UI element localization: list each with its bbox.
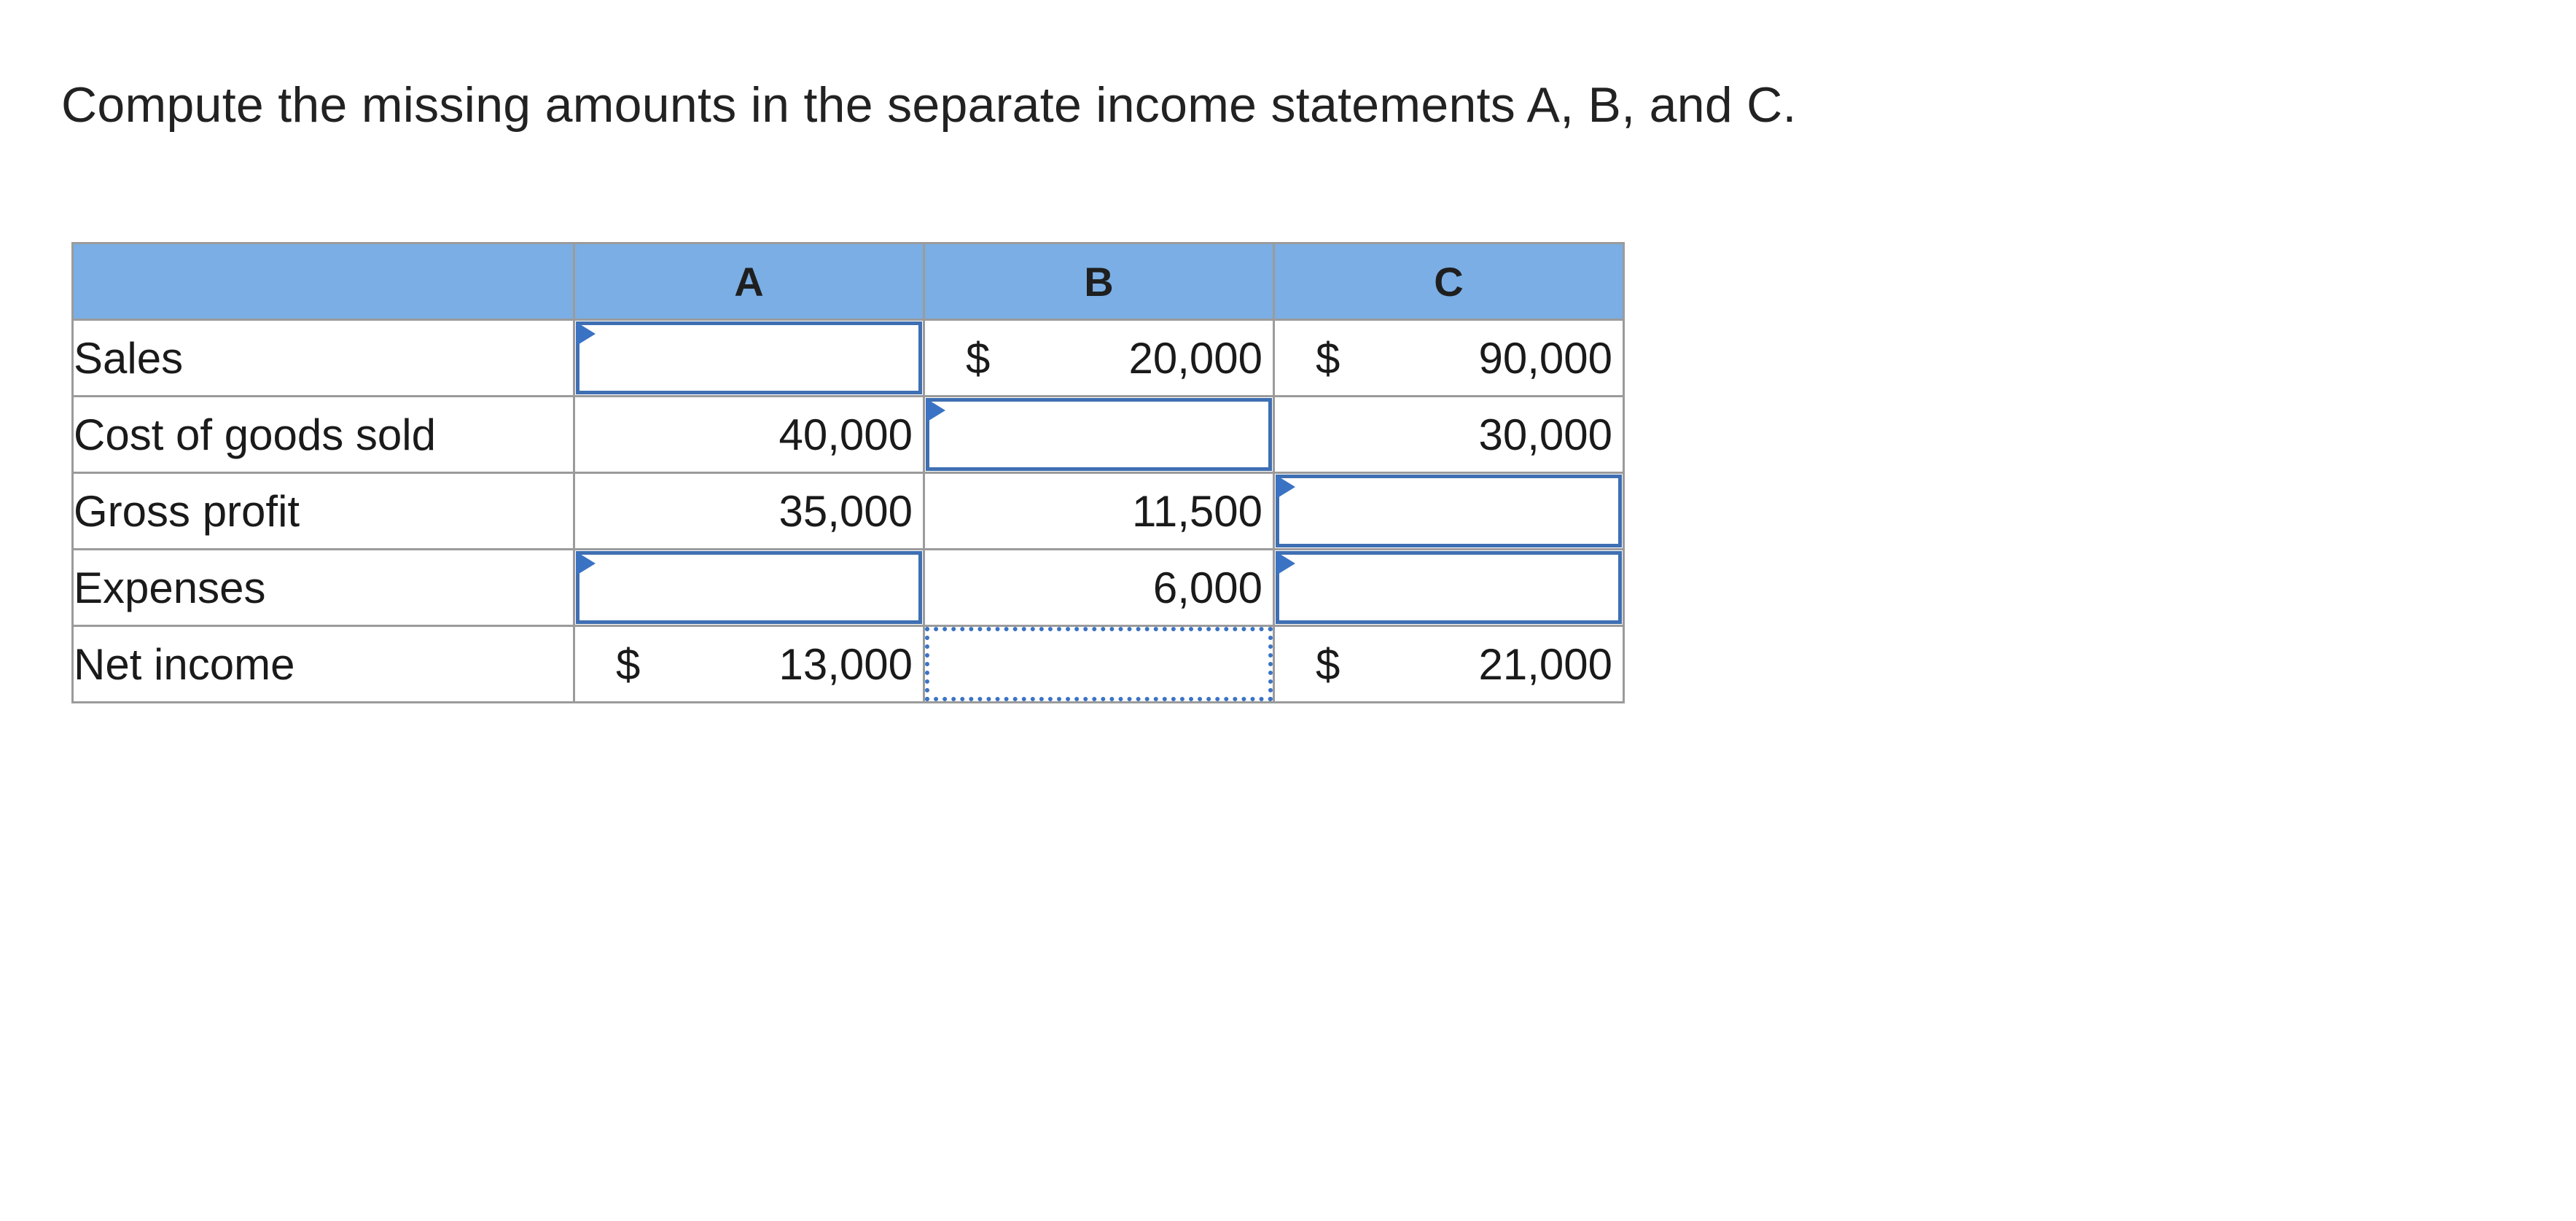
expenses-a-cell bbox=[574, 550, 924, 626]
net-income-c-cell bbox=[1274, 626, 1624, 703]
net-income-a-cell bbox=[574, 626, 924, 703]
sales-c-value: 90,000 bbox=[1478, 333, 1612, 383]
net-income-b-cell[interactable] bbox=[924, 626, 1274, 703]
expenses-b-value: 6,000 bbox=[1152, 563, 1262, 612]
row-label: Expenses bbox=[73, 550, 574, 626]
net-income-a-value: 13,000 bbox=[778, 639, 913, 689]
row-label: Cost of goods sold bbox=[73, 397, 574, 473]
row-label: Net income bbox=[73, 626, 574, 703]
sales-b-value: 20,000 bbox=[1128, 333, 1262, 383]
cogs-c-cell bbox=[1274, 397, 1624, 473]
table-row-gross-profit bbox=[73, 473, 1624, 550]
expenses-c-input[interactable] bbox=[1276, 551, 1622, 624]
sales-c-cell bbox=[1274, 320, 1624, 397]
row-label: Sales bbox=[73, 320, 574, 397]
net-income-b-focus-box[interactable] bbox=[925, 627, 1273, 701]
flag-icon bbox=[577, 552, 596, 575]
net-income-c-value: 21,000 bbox=[1478, 639, 1612, 689]
sales-a-input[interactable] bbox=[576, 321, 922, 394]
dollar-sign: $ bbox=[1316, 639, 1340, 689]
flag-icon bbox=[1276, 475, 1295, 499]
flag-icon bbox=[926, 399, 945, 422]
gross-profit-b-value: 11,500 bbox=[1131, 486, 1262, 536]
flag-icon bbox=[1276, 552, 1295, 575]
cogs-a-value: 40,000 bbox=[778, 410, 913, 459]
cogs-b-cell bbox=[924, 397, 1274, 473]
header-label-column bbox=[73, 243, 574, 320]
dollar-sign: $ bbox=[616, 639, 641, 689]
table-row-cogs bbox=[73, 397, 1624, 473]
cogs-b-input[interactable] bbox=[926, 398, 1272, 471]
dollar-sign: $ bbox=[1316, 333, 1340, 383]
gross-profit-a-value: 35,000 bbox=[778, 486, 913, 536]
gross-profit-c-cell bbox=[1274, 473, 1624, 550]
gross-profit-c-input[interactable] bbox=[1276, 475, 1622, 547]
sales-b-cell bbox=[924, 320, 1274, 397]
header-column-a: A bbox=[574, 243, 924, 320]
cogs-a-cell bbox=[574, 397, 924, 473]
expenses-a-input[interactable] bbox=[576, 551, 922, 624]
header-row bbox=[73, 243, 1624, 320]
flag-icon bbox=[577, 322, 596, 346]
gross-profit-a-cell bbox=[574, 473, 924, 550]
cogs-c-value: 30,000 bbox=[1478, 410, 1612, 459]
row-label: Gross profit bbox=[73, 473, 574, 550]
gross-profit-b-cell bbox=[924, 473, 1274, 550]
expenses-b-cell bbox=[924, 550, 1274, 626]
header-column-c: C bbox=[1274, 243, 1624, 320]
income-statement-table bbox=[71, 242, 1625, 703]
expenses-c-cell bbox=[1274, 550, 1624, 626]
table-row-net-income bbox=[73, 626, 1624, 703]
table-row-expenses bbox=[73, 550, 1624, 626]
sales-a-cell bbox=[574, 320, 924, 397]
table-row-sales bbox=[73, 320, 1624, 397]
header-column-b: B bbox=[924, 243, 1274, 320]
question-text: Compute the missing amounts in the separate income statements A, B, and C. bbox=[61, 77, 1797, 133]
dollar-sign: $ bbox=[966, 333, 991, 383]
